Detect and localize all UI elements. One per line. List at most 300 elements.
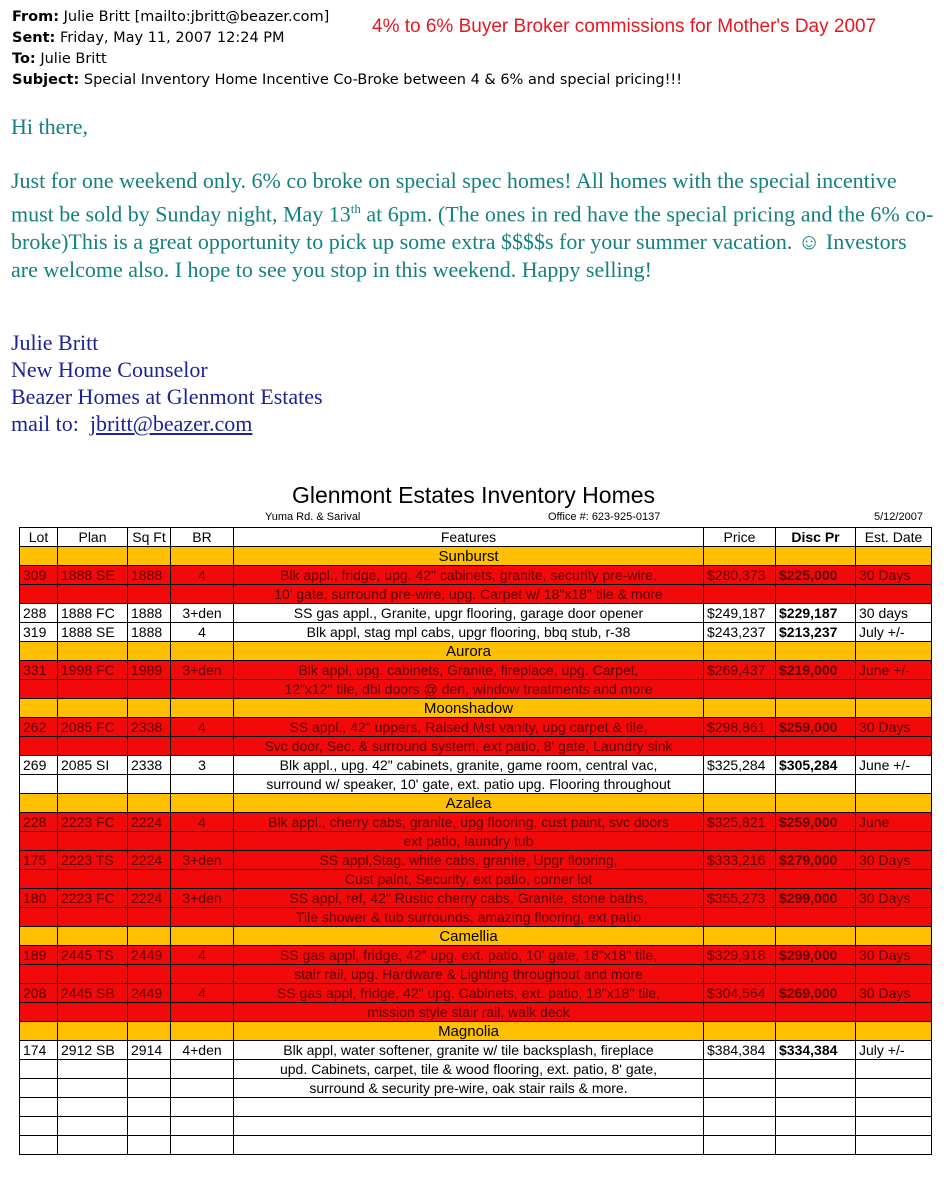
table-cell (128, 927, 171, 946)
plan-cell (58, 585, 128, 604)
signature-name: Julie Britt (11, 330, 99, 355)
price-cell (704, 1098, 776, 1117)
lot-cell: 309 (20, 566, 58, 585)
sqft-cell (128, 680, 171, 699)
table-cell (20, 547, 58, 566)
sqft-cell: 2338 (128, 718, 171, 737)
price-cell: $333,216 (704, 851, 776, 870)
disc-price-cell (776, 1079, 856, 1098)
promo-banner: 4% to 6% Buyer Broker commissions for Mother's Day 2007 (372, 16, 877, 37)
price-cell: $325,821 (704, 813, 776, 832)
signature-mail (11, 410, 252, 437)
table-cell (776, 1022, 856, 1041)
col-header: Disc Pr (776, 528, 856, 547)
est-date-cell (856, 1060, 932, 1079)
disc-price-cell: $305,284 (776, 756, 856, 775)
br-cell (171, 775, 234, 794)
sent-value: Friday, May 11, 2007 12:24 PM (59, 30, 285, 46)
est-date-cell (856, 1079, 932, 1098)
category-label: Camellia (234, 927, 704, 946)
br-cell (171, 908, 234, 927)
lot-cell: 228 (20, 813, 58, 832)
est-date-cell (856, 1098, 932, 1117)
table-cell (856, 699, 932, 718)
br-cell: 4 (171, 946, 234, 965)
subject-value: Special Inventory Home Incentive Co-Broke between 4 & 6% and special pricing!!! (83, 72, 683, 88)
br-cell (171, 585, 234, 604)
table-cell (171, 547, 234, 566)
disc-price-cell: $229,187 (776, 604, 856, 623)
sqft-cell: 2449 (128, 946, 171, 965)
br-cell: 4 (171, 984, 234, 1003)
to-label: To: (12, 51, 36, 67)
table-row (20, 946, 932, 965)
plan-cell (58, 832, 128, 851)
sqft-cell: 1989 (128, 661, 171, 680)
disc-price-cell (776, 1117, 856, 1136)
disc-price-cell (776, 832, 856, 851)
est-date-cell (856, 1117, 932, 1136)
br-cell: 3+den (171, 604, 234, 623)
sqft-cell (128, 1003, 171, 1022)
price-cell (704, 585, 776, 604)
table-cell (171, 1022, 234, 1041)
sqft-cell (128, 1117, 171, 1136)
category-row (20, 1022, 932, 1041)
features-cell: Blk appl., cherry cabs, granite, upg flooring, cust paint, svc doors (234, 813, 704, 832)
sqft-cell: 2224 (128, 851, 171, 870)
table-cell (776, 699, 856, 718)
disc-price-cell: $334,384 (776, 1041, 856, 1060)
inventory-office: Office #: 623-925-0137 (548, 511, 661, 523)
lot-cell: 174 (20, 1041, 58, 1060)
table-row (20, 756, 932, 775)
br-cell (171, 1060, 234, 1079)
features-cell: SS appl, ref, 42" Rustic cherry cabs, Granite, stone baths, (234, 889, 704, 908)
br-cell: 4 (171, 718, 234, 737)
table-row (20, 851, 932, 870)
est-date-cell: 30 Days (856, 851, 932, 870)
table-cell (58, 794, 128, 813)
price-cell (704, 775, 776, 794)
lot-cell: 208 (20, 984, 58, 1003)
features-cell: SS gas appl, fridge, 42" upg. ext. patio, 10' gate, 18"x18" tile, (234, 946, 704, 965)
disc-price-cell (776, 1136, 856, 1155)
signature-company: Beazer Homes at Glenmont Estates (11, 384, 323, 409)
features-cell: surround w/ speaker, 10' gate, ext. patio upg. Flooring throughout (234, 775, 704, 794)
br-cell: 3+den (171, 889, 234, 908)
table-row (20, 661, 932, 680)
table-cell (58, 1022, 128, 1041)
plan-cell (58, 680, 128, 699)
br-cell (171, 1079, 234, 1098)
sqft-cell (128, 832, 171, 851)
est-date-cell: 30 Days (856, 889, 932, 908)
est-date-cell: 30 Days (856, 718, 932, 737)
table-row (20, 604, 932, 623)
disc-price-cell (776, 1060, 856, 1079)
plan-cell (58, 737, 128, 756)
features-cell (234, 1098, 704, 1117)
est-date-cell: 30 Days (856, 946, 932, 965)
lot-cell: 189 (20, 946, 58, 965)
sqft-cell (128, 870, 171, 889)
features-cell: Tile shower & tub surrounds, amazing flooring, ext patio (234, 908, 704, 927)
lot-cell (20, 680, 58, 699)
plan-cell: 2085 SI (58, 756, 128, 775)
est-date-cell (856, 908, 932, 927)
lot-cell (20, 832, 58, 851)
features-cell: Cust paint, Security, ext patio, corner lot (234, 870, 704, 889)
table-cell (20, 642, 58, 661)
lot-cell: 319 (20, 623, 58, 642)
table-row (20, 585, 932, 604)
br-cell: 3+den (171, 851, 234, 870)
sqft-cell: 2449 (128, 984, 171, 1003)
price-cell (704, 1060, 776, 1079)
plan-cell: 2445 TS (58, 946, 128, 965)
disc-price-cell (776, 870, 856, 889)
sqft-cell (128, 1079, 171, 1098)
table-row (20, 1117, 932, 1136)
category-row (20, 794, 932, 813)
features-cell: 10' gate, surround pre-wire, upg. Carpet w/ 18"x18" tile & more (234, 585, 704, 604)
sqft-cell: 2914 (128, 1041, 171, 1060)
lot-cell: 180 (20, 889, 58, 908)
features-cell (234, 1117, 704, 1136)
col-header: Plan (58, 528, 128, 547)
signature-role: New Home Counselor (11, 357, 208, 382)
email-link[interactable]: jbritt@beazer.com (89, 411, 253, 436)
table-cell (856, 794, 932, 813)
price-cell: $280,373 (704, 566, 776, 585)
plan-cell (58, 1136, 128, 1155)
message-part-2: at 6pm. (The ones in red have the special pricing and the 6% co-broke)This is a great opportunity to pick up some extra $$$$s for your summer vacation. ☺ Investors are welcome also. I hope to see you stop in this weekend. Happy selling! (11, 201, 934, 283)
br-cell: 4 (171, 813, 234, 832)
br-cell: 3 (171, 756, 234, 775)
br-cell (171, 1003, 234, 1022)
sqft-cell: 1888 (128, 623, 171, 642)
table-cell (128, 547, 171, 566)
table-cell (704, 927, 776, 946)
message-paragraph (11, 167, 936, 284)
col-header: BR (171, 528, 234, 547)
est-date-cell: July +/- (856, 623, 932, 642)
plan-cell: 2223 FC (58, 813, 128, 832)
price-cell: $249,187 (704, 604, 776, 623)
br-cell: 3+den (171, 661, 234, 680)
disc-price-cell: $259,000 (776, 813, 856, 832)
features-cell: Blk appl, upg. cabinets, Granite, fireplace, upg. Carpet, (234, 661, 704, 680)
disc-price-cell (776, 1098, 856, 1117)
table-cell (776, 547, 856, 566)
price-cell (704, 1079, 776, 1098)
est-date-cell (856, 585, 932, 604)
disc-price-cell: $225,000 (776, 566, 856, 585)
price-cell: $325,284 (704, 756, 776, 775)
table-cell (128, 642, 171, 661)
mail-label: mail to: (11, 411, 79, 436)
br-cell (171, 832, 234, 851)
sqft-cell: 2224 (128, 889, 171, 908)
price-cell (704, 737, 776, 756)
category-label: Magnolia (234, 1022, 704, 1041)
disc-price-cell: $279,000 (776, 851, 856, 870)
plan-cell (58, 1060, 128, 1079)
est-date-cell (856, 1136, 932, 1155)
table-row (20, 965, 932, 984)
lot-cell (20, 1060, 58, 1079)
price-cell: $384,384 (704, 1041, 776, 1060)
features-cell: Blk appl., upg. 42" cabinets, granite, game room, central vac, (234, 756, 704, 775)
table-cell (58, 927, 128, 946)
table-row (20, 1079, 932, 1098)
price-cell (704, 908, 776, 927)
lot-cell (20, 737, 58, 756)
disc-price-cell: $269,000 (776, 984, 856, 1003)
subject-line (12, 71, 682, 89)
lot-cell: 331 (20, 661, 58, 680)
table-cell (20, 927, 58, 946)
est-date-cell (856, 832, 932, 851)
price-cell (704, 1003, 776, 1022)
sqft-cell: 1888 (128, 604, 171, 623)
table-row (20, 832, 932, 851)
table-cell (128, 699, 171, 718)
br-cell (171, 1117, 234, 1136)
features-cell: upd. Cabinets, carpet, tile & wood flooring, ext. patio, 8' gate, (234, 1060, 704, 1079)
disc-price-cell: $299,000 (776, 889, 856, 908)
table-cell (128, 1022, 171, 1041)
table-cell (856, 927, 932, 946)
features-cell: Blk appl, water softener, granite w/ tile backsplash, fireplace (234, 1041, 704, 1060)
table-row (20, 984, 932, 1003)
plan-cell (58, 1117, 128, 1136)
features-cell: surround & security pre-wire, oak stair rails & more. (234, 1079, 704, 1098)
sqft-cell (128, 1060, 171, 1079)
sqft-cell (128, 737, 171, 756)
sqft-cell (128, 1136, 171, 1155)
lot-cell (20, 870, 58, 889)
sqft-cell (128, 585, 171, 604)
table-cell (856, 547, 932, 566)
price-cell: $298,861 (704, 718, 776, 737)
disc-price-cell (776, 585, 856, 604)
inventory-date: 5/12/2007 (874, 511, 923, 523)
plan-cell: 2223 TS (58, 851, 128, 870)
price-cell: $269,437 (704, 661, 776, 680)
plan-cell (58, 1079, 128, 1098)
features-cell: SS gas appl, fridge, 42" upg. Cabinets, ext. patio, 18"x18" tile, (234, 984, 704, 1003)
table-cell (704, 1022, 776, 1041)
features-cell: mission style stair rail, walk deck (234, 1003, 704, 1022)
disc-price-cell: $299,000 (776, 946, 856, 965)
disc-price-cell (776, 908, 856, 927)
price-cell (704, 965, 776, 984)
disc-price-cell (776, 775, 856, 794)
sqft-cell: 2338 (128, 756, 171, 775)
br-cell (171, 680, 234, 699)
br-cell: 4+den (171, 1041, 234, 1060)
lot-cell (20, 585, 58, 604)
br-cell (171, 737, 234, 756)
disc-price-cell (776, 965, 856, 984)
plan-cell (58, 965, 128, 984)
category-row (20, 642, 932, 661)
category-label: Azalea (234, 794, 704, 813)
inventory-body (20, 547, 932, 1155)
lot-cell: 288 (20, 604, 58, 623)
lot-cell (20, 908, 58, 927)
plan-cell: 2445 SB (58, 984, 128, 1003)
from-label: From: (12, 9, 59, 25)
lot-cell (20, 1136, 58, 1155)
table-row (20, 737, 932, 756)
lot-cell (20, 965, 58, 984)
price-cell (704, 680, 776, 699)
category-label: Sunburst (234, 547, 704, 566)
table-row (20, 870, 932, 889)
table-cell (776, 642, 856, 661)
features-cell: SS gas appl., Granite, upgr flooring, garage door opener (234, 604, 704, 623)
disc-price-cell: $259,000 (776, 718, 856, 737)
est-date-cell: 30 Days (856, 984, 932, 1003)
features-cell: SS appl., 42" uppers, Raised Mst vanity, upg carpet & tile, (234, 718, 704, 737)
br-cell: 4 (171, 623, 234, 642)
table-row (20, 718, 932, 737)
plan-cell: 2912 SB (58, 1041, 128, 1060)
features-cell: ext patio, laundry tub (234, 832, 704, 851)
est-date-cell (856, 1003, 932, 1022)
inventory-table (19, 527, 932, 1155)
table-header-row (20, 528, 932, 547)
est-date-cell: June (856, 813, 932, 832)
table-cell (58, 699, 128, 718)
to-value: Julie Britt (40, 51, 107, 67)
lot-cell (20, 1098, 58, 1117)
features-cell: 12"x12" tile, dbl doors @ den, window treatments and more (234, 680, 704, 699)
inventory-location: Yuma Rd. & Sarival (265, 511, 361, 523)
table-cell (776, 927, 856, 946)
table-cell (171, 642, 234, 661)
price-cell: $243,237 (704, 623, 776, 642)
plan-cell: 1888 SE (58, 623, 128, 642)
col-header: Price (704, 528, 776, 547)
plan-cell (58, 870, 128, 889)
features-cell (234, 1136, 704, 1155)
table-row (20, 1060, 932, 1079)
plan-cell: 2085 FC (58, 718, 128, 737)
disc-price-cell: $219,000 (776, 661, 856, 680)
category-label: Moonshadow (234, 699, 704, 718)
features-cell: stair rail, upg. Hardware & Lighting throughout and more (234, 965, 704, 984)
sqft-cell: 2224 (128, 813, 171, 832)
message-sup: th (350, 201, 361, 216)
est-date-cell (856, 965, 932, 984)
features-cell: Blk appl, stag mpl cabs, upgr flooring, bbq stub, r-38 (234, 623, 704, 642)
sqft-cell (128, 908, 171, 927)
table-cell (171, 794, 234, 813)
est-date-cell: 30 days (856, 604, 932, 623)
lot-cell: 175 (20, 851, 58, 870)
table-row (20, 623, 932, 642)
table-row (20, 1136, 932, 1155)
plan-cell (58, 1003, 128, 1022)
est-date-cell: 30 Days (856, 566, 932, 585)
inventory-title: Glenmont Estates Inventory Homes (291, 482, 656, 508)
lot-cell: 269 (20, 756, 58, 775)
table-cell (856, 642, 932, 661)
table-row (20, 813, 932, 832)
price-cell (704, 1117, 776, 1136)
table-cell (20, 1022, 58, 1041)
table-row (20, 908, 932, 927)
table-cell (856, 1022, 932, 1041)
lot-cell (20, 1079, 58, 1098)
br-cell: 4 (171, 566, 234, 585)
features-cell: Blk appl., fridge, upg. 42" cabinets, granite, security pre-wire, (234, 566, 704, 585)
table-cell (704, 642, 776, 661)
table-row (20, 1003, 932, 1022)
disc-price-cell (776, 680, 856, 699)
plan-cell (58, 775, 128, 794)
sqft-cell: 1888 (128, 566, 171, 585)
price-cell: $355,273 (704, 889, 776, 908)
lot-cell (20, 1003, 58, 1022)
disc-price-cell: $213,237 (776, 623, 856, 642)
sent-line (12, 29, 285, 47)
table-row (20, 889, 932, 908)
est-date-cell (856, 870, 932, 889)
plan-cell: 1888 FC (58, 604, 128, 623)
col-header: Features (234, 528, 704, 547)
greeting: Hi there, (11, 114, 88, 139)
br-cell (171, 965, 234, 984)
table-row (20, 566, 932, 585)
plan-cell (58, 1098, 128, 1117)
col-header: Sq Ft (128, 528, 171, 547)
table-cell (58, 642, 128, 661)
col-header: Est. Date (856, 528, 932, 547)
from-value: Julie Britt [mailto:jbritt@beazer.com] (63, 9, 330, 25)
sqft-cell (128, 775, 171, 794)
category-label: Aurora (234, 642, 704, 661)
lot-cell (20, 775, 58, 794)
subject-label: Subject: (12, 72, 80, 88)
table-cell (20, 794, 58, 813)
table-cell (58, 547, 128, 566)
sent-label: Sent: (12, 30, 56, 46)
features-cell: SS appl,Stag. white cabs, granite, Upgr flooring, (234, 851, 704, 870)
br-cell (171, 870, 234, 889)
price-cell (704, 870, 776, 889)
plan-cell: 2223 FC (58, 889, 128, 908)
table-cell (128, 794, 171, 813)
table-row (20, 775, 932, 794)
lot-cell: 262 (20, 718, 58, 737)
table-cell (20, 699, 58, 718)
price-cell: $304,564 (704, 984, 776, 1003)
table-row (20, 1041, 932, 1060)
disc-price-cell (776, 1003, 856, 1022)
plan-cell: 1888 SE (58, 566, 128, 585)
col-header: Lot (20, 528, 58, 547)
plan-cell (58, 908, 128, 927)
price-cell (704, 1136, 776, 1155)
est-date-cell (856, 680, 932, 699)
sqft-cell (128, 1098, 171, 1117)
to-line (12, 50, 107, 68)
